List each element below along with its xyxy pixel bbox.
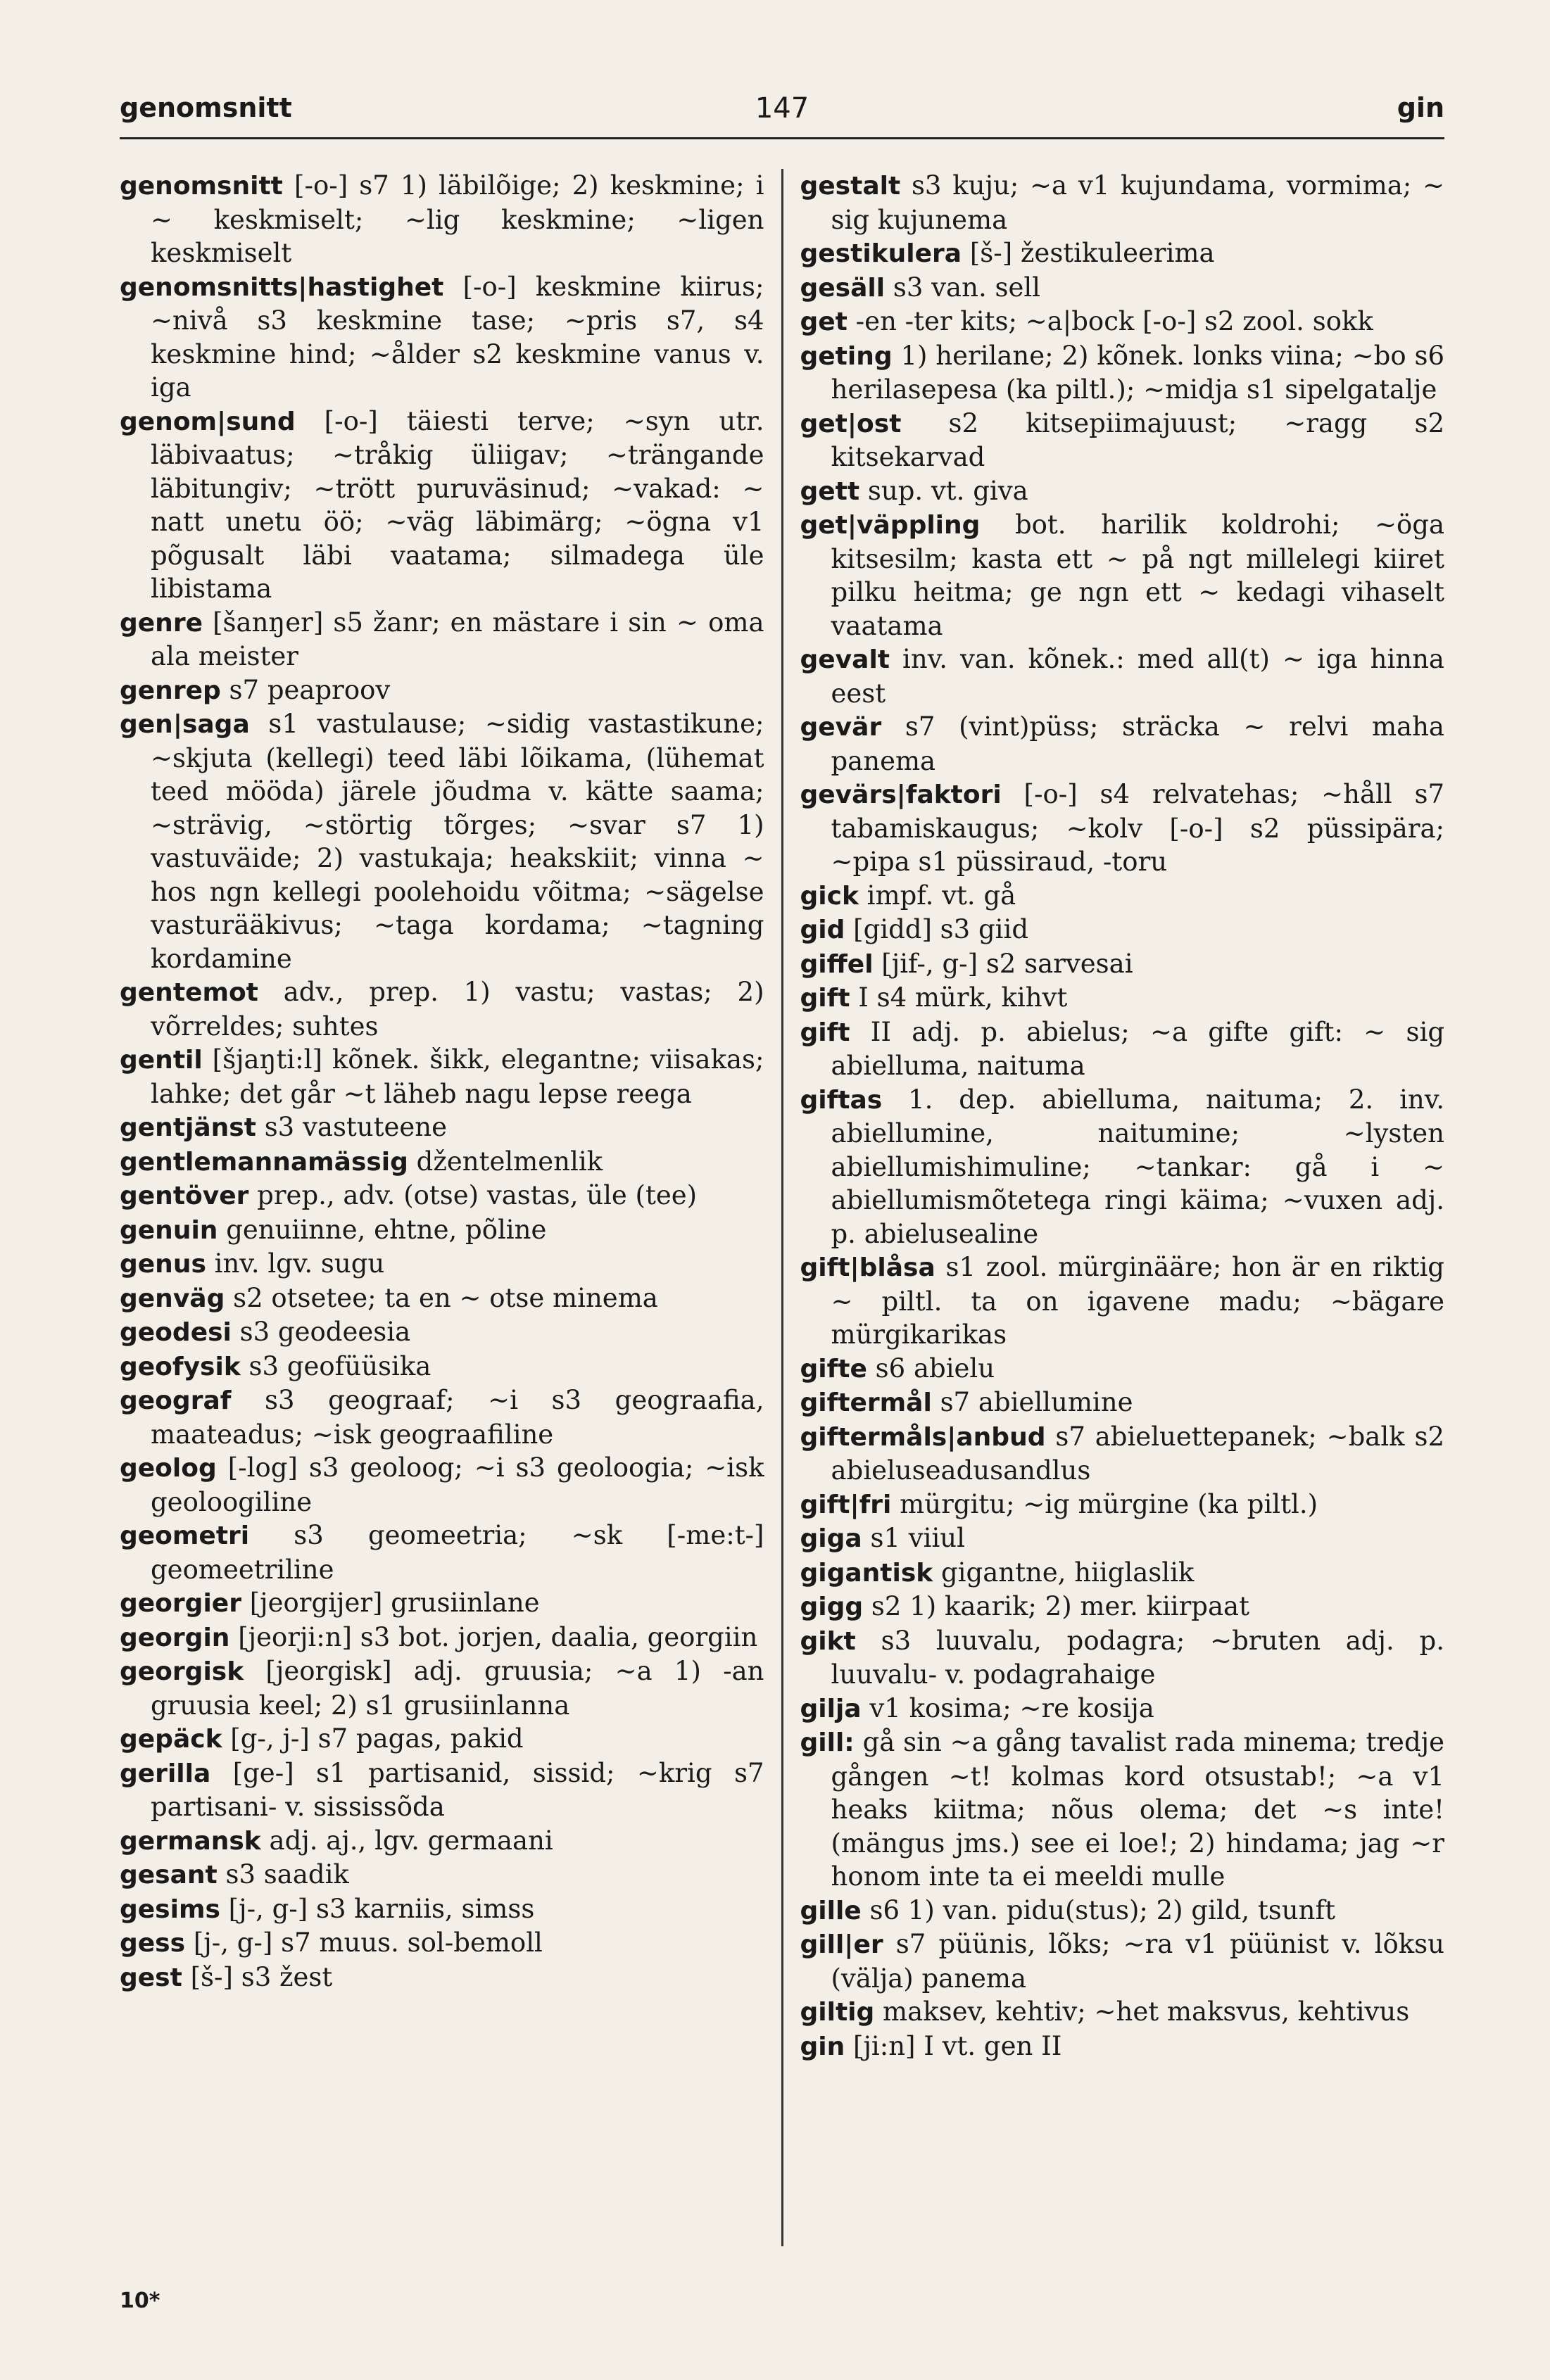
entry-headword: gevärs|faktori (800, 780, 1002, 809)
entry-headword: gepäck (120, 1725, 222, 1754)
dictionary-entry (120, 1756, 764, 1824)
entry-definition: s7 abiellumine (940, 1387, 1133, 1417)
entry-headword: gin (800, 2032, 845, 2061)
entry-headword: giftermåls|anbud (800, 1422, 1046, 1452)
entry-headword: gentjänst (120, 1113, 256, 1142)
entry-definition: [j-, g-] s3 karniis, simss (228, 1893, 535, 1924)
entry-headword: gigg (800, 1593, 864, 1621)
dictionary-entry (120, 1519, 764, 1586)
entry-headword: georgisk (120, 1657, 244, 1686)
entry-definition: s3 vastuteene (264, 1112, 448, 1142)
entry-headword: gesant (120, 1861, 218, 1890)
dictionary-entry (800, 879, 1445, 913)
entry-definition: [-log] s3 geoloog; ~i s3 geoloogia; ~isk geoloogiline (151, 1452, 764, 1517)
dictionary-entry (800, 1488, 1445, 1522)
entry-definition: s2 1) kaarik; 2) mer. kiirpaat (871, 1591, 1249, 1621)
dictionary-entry (120, 1926, 764, 1961)
entry-definition: s3 geodeesia (239, 1317, 411, 1347)
dictionary-entry (120, 1213, 764, 1248)
entry-definition: gå sin ~a gång tavalist rada minema; tredje gången ~t! kolmas kord otsustab!; ~a v1 heaks kiitma; nõus olema; det ~s inte! (mängus jms.) see ei loe!; 2) hindama; jag ~r honom inte ta ei meeldi mulle (831, 1727, 1444, 1892)
dictionary-entry (120, 1858, 764, 1892)
entry-headword: gifte (800, 1354, 867, 1384)
dictionary-entry (120, 1315, 764, 1350)
entry-headword: gid (800, 916, 845, 944)
signature-mark: 10* (120, 2289, 160, 2313)
entry-definition: inv. van. kõnek.: med all(t) ~ iga hinna eest (831, 644, 1444, 709)
entry-definition: bot. harilik koldrohi; ~öga kitsesilm; kasta ett ~ på ngt millelegi kiiret pilku heitma; ge ngn ett ~ kedagi vihaselt vaatama (831, 509, 1444, 641)
entry-definition: impf. vt. gå (867, 880, 1016, 911)
first-headword: genomsnitt (120, 92, 292, 123)
dictionary-entry (800, 643, 1445, 710)
entry-definition: 1. dep. abielluma, naituma; 2. inv. abiellumine, naitumine; ~lysten abiellumishimuline; ~tankar: gå i ~ abiellumismõtetega ringi käima; ~vuxen adj. p. abielusealine (831, 1084, 1444, 1249)
entry-definition: s7 (vint)püss; sträcka ~ relvi maha panema (831, 711, 1444, 776)
entry-headword: giftas (800, 1085, 883, 1115)
entry-headword: gift (800, 1018, 850, 1047)
entry-headword: gentöver (120, 1182, 249, 1210)
entry-headword: gevär (800, 713, 882, 742)
entry-headword: geograf (120, 1386, 232, 1415)
entry-headword: gest (120, 1963, 182, 1992)
entry-headword: genomsnitts|hastighet (120, 272, 444, 302)
entry-definition: [š-] s3 žest (190, 1961, 333, 1992)
dictionary-entry (800, 1894, 1445, 1928)
entry-definition: s3 luuvalu, podagra; ~bruten adj. p. luuvalu- v. podagrahaige (831, 1625, 1444, 1690)
running-head (120, 74, 1444, 139)
dictionary-entry (800, 981, 1445, 1015)
entry-definition: s3 van. sell (893, 272, 1041, 303)
entry-definition: [-o-] keskmine kiirus; ~nivå s3 keskmine tase; ~pris s7, s4 keskmine hind; ~ålder s2 keskmine vanus v. iga (151, 271, 764, 403)
dictionary-entry (120, 405, 764, 606)
dictionary-entry (800, 778, 1445, 879)
entry-definition: [jeorgijer] grusiinlane (249, 1588, 540, 1618)
entry-headword: genre (120, 608, 203, 638)
entry-definition: s3 geofüüsika (248, 1350, 431, 1381)
dictionary-entry (800, 1386, 1445, 1420)
dictionary-entry (120, 1384, 764, 1451)
dictionary-entry (120, 1824, 764, 1859)
entry-headword: georgin (120, 1623, 230, 1652)
entry-definition: sup. vt. giva (867, 475, 1028, 506)
entry-definition: inv. lgv. sugu (214, 1248, 385, 1279)
entry-definition: [š-] žestikuleerima (969, 238, 1215, 268)
entry-definition: s6 abielu (875, 1353, 995, 1384)
entry-headword: gift|fri (800, 1490, 892, 1519)
dictionary-entry (800, 236, 1445, 271)
dictionary-entry (800, 169, 1445, 236)
entry-headword: giltig (800, 1998, 875, 2027)
entry-headword: genuin (120, 1215, 218, 1245)
entry-definition: I s4 mürk, kihvt (858, 982, 1068, 1013)
dictionary-entry (120, 1586, 764, 1621)
dictionary-entry (800, 1590, 1445, 1624)
dictionary-entry (800, 1556, 1445, 1590)
dictionary-entry (120, 975, 764, 1043)
entry-headword: genus (120, 1250, 206, 1279)
entry-columns (120, 169, 1444, 2246)
dictionary-entry (800, 339, 1445, 407)
entry-headword: geodesi (120, 1318, 232, 1347)
entry-definition: [gidd] s3 giid (853, 914, 1029, 944)
entry-headword: gigantisk (800, 1558, 933, 1588)
entry-definition: s3 geograaf; ~i s3 geograafia, maateadus; ~isk geograafiline (151, 1385, 764, 1450)
dictionary-entry (120, 1961, 764, 1995)
entry-headword: giffel (800, 949, 874, 979)
entry-definition: s7 peaproov (229, 674, 391, 705)
entry-headword: georgier (120, 1589, 241, 1618)
entry-definition: s1 viiul (870, 1523, 965, 1553)
entry-headword: geofysik (120, 1352, 241, 1381)
entry-definition: maksev, kehtiv; ~het maksvus, kehtivus (883, 1996, 1410, 2027)
entry-headword: gill: (800, 1728, 855, 1757)
dictionary-entry (800, 2030, 1445, 2064)
dictionary-entry (120, 1247, 764, 1281)
entry-definition: adv., prep. 1) vastu; vastas; 2) võrreldes; suhtes (151, 977, 764, 1042)
dictionary-entry (800, 508, 1445, 643)
dictionary-entry (800, 271, 1445, 305)
entry-headword: gess (120, 1929, 186, 1958)
entry-headword: gick (800, 881, 859, 911)
entry-headword: gikt (800, 1626, 856, 1656)
entry-definition: s3 saadik (225, 1859, 349, 1890)
dictionary-entry (120, 1892, 764, 1927)
entry-definition: gigantne, hiiglaslik (940, 1557, 1195, 1588)
dictionary-entry (800, 710, 1445, 778)
dictionary-entry (120, 1654, 764, 1722)
entry-definition: džentelmenlik (416, 1146, 603, 1177)
dictionary-entry (800, 1420, 1445, 1488)
entry-definition: s2 kitsepiimajuust; ~ragg s2 kitsekarvad (831, 407, 1444, 472)
entry-definition: [g-, j-] s7 pagas, pakid (230, 1723, 524, 1754)
dictionary-entry (800, 913, 1445, 947)
entry-definition: [ge-] s1 partisanid, sissid; ~krig s7 partisani- v. sississõda (151, 1757, 764, 1822)
dictionary-entry (120, 270, 764, 405)
left-column (120, 169, 764, 2246)
entry-headword: gestalt (800, 172, 901, 201)
dictionary-entry (800, 947, 1445, 982)
entry-headword: gilja (800, 1694, 862, 1723)
entry-headword: get (800, 308, 848, 336)
entry-headword: gen|saga (120, 710, 250, 739)
entry-headword: gett (800, 476, 860, 506)
dictionary-entry (120, 707, 764, 975)
dictionary-entry (120, 1451, 764, 1519)
entry-definition: II adj. p. abielus; ~a gifte gift: ~ sig abielluma, naituma (831, 1016, 1444, 1081)
dictionary-entry (120, 1350, 764, 1384)
entry-headword: genom|sund (120, 407, 296, 436)
dictionary-entry (120, 1281, 764, 1316)
entry-headword: gentlemannamässig (120, 1147, 408, 1177)
entry-headword: gesims (120, 1894, 220, 1924)
entry-headword: gill|er (800, 1930, 883, 1959)
dictionary-entry (120, 169, 764, 270)
entry-definition: [jif-, g-] s2 sarvesai (881, 948, 1133, 979)
entry-definition: adj. aj., lgv. germaani (269, 1825, 553, 1856)
dictionary-entry (120, 606, 764, 673)
dictionary-entry (800, 474, 1445, 509)
dictionary-entry (120, 1621, 764, 1655)
entry-definition: s2 otsetee; ta en ~ otse minema (233, 1282, 658, 1313)
entry-headword: gille (800, 1896, 862, 1925)
entry-definition: v1 kosima; ~re kosija (869, 1692, 1154, 1723)
entry-headword: genrep (120, 676, 221, 705)
entry-definition: [šjaŋti:l] kõnek. šikk, elegantne; viisakas; lahke; det går ~t läheb nagu lepse reega (151, 1044, 764, 1109)
dictionary-entry (800, 1692, 1445, 1726)
dictionary-entry (800, 1521, 1445, 1556)
entry-headword: gift|blåsa (800, 1253, 935, 1282)
entry-headword: geting (800, 341, 893, 371)
entry-definition: s7 abieluettepanek; ~balk s2 abieluseadusandlus (831, 1421, 1444, 1486)
entry-definition: [šanŋer] s5 žanr; en mästare i sin ~ oma ala meister (151, 607, 764, 671)
dictionary-entry (120, 1110, 764, 1145)
dictionary-entry (800, 1083, 1445, 1251)
last-headword: gin (1397, 92, 1444, 123)
entry-definition: s1 vastulause; ~sidig vastastikune; ~skjuta (kellegi) teed läbi lõikama, (lühemat teed mööda) järele jõudma v. kätte saama; ~strävig, ~störtig tõrges; ~svar s7 1) vastuväide; 2) vastukaja; heakskiit; vinna ~ hos ngn kellegi poolehoidu võitma; ~sägelse vasturääkivus; ~taga kordama; ~tagning kordamine (151, 709, 764, 974)
dictionary-entry (800, 1251, 1445, 1352)
entry-headword: germansk (120, 1826, 261, 1856)
entry-definition: s3 kuju; ~a v1 kujundama, vormima; ~ sig kujunema (831, 170, 1444, 235)
page-number: 147 (755, 92, 809, 125)
dictionary-entry (120, 1179, 764, 1213)
entry-headword: gestikulera (800, 239, 962, 268)
entry-headword: genväg (120, 1284, 225, 1313)
entry-definition: [j-, g-] s7 muus. sol-bemoll (193, 1928, 543, 1958)
entry-headword: gentemot (120, 978, 258, 1007)
entry-headword: geolog (120, 1454, 217, 1483)
dictionary-entry (800, 1624, 1445, 1692)
dictionary-entry (120, 1145, 764, 1179)
entry-headword: get|ost (800, 409, 902, 438)
dictionary-entry (120, 673, 764, 708)
dictionary-entry (800, 407, 1445, 474)
entry-definition: [-o-] s4 relvatehas; ~håll s7 tabamiskaugus; ~kolv [-o-] s2 püssipära; ~pipa s1 püssiraud, -toru (831, 779, 1444, 877)
dictionary-entry (800, 1726, 1445, 1894)
entry-definition: s1 zool. mürginääre; hon är en riktig ~ piltl. ta on igavene madu; ~bägare mürgikarikas (831, 1252, 1444, 1350)
entry-definition: mürgitu; ~ig mürgine (ka piltl.) (900, 1488, 1318, 1519)
entry-definition: 1) herilane; 2) kõnek. lonks viina; ~bo s6 herilasepesa (ka piltl.); ~midja s1 sipelgatalje (831, 340, 1444, 405)
entry-headword: get|väppling (800, 511, 981, 540)
column-divider (781, 169, 783, 2246)
dictionary-entry (800, 1995, 1445, 2030)
entry-headword: gerilla (120, 1759, 211, 1788)
dictionary-entry (800, 1352, 1445, 1386)
entry-definition: prep., adv. (otse) vastas, üle (tee) (257, 1180, 698, 1210)
entry-headword: gentil (120, 1046, 203, 1075)
entry-headword: giftermål (800, 1388, 932, 1417)
dictionary-entry (800, 1015, 1445, 1083)
entry-definition: [jeorji:n] s3 bot. jorjen, daalia, georgiin (238, 1621, 758, 1652)
entry-definition: s7 püünis, lõks; ~ra v1 püünist v. lõksu (välja) panema (831, 1929, 1444, 1994)
entry-headword: giga (800, 1524, 862, 1553)
dictionary-entry (120, 1722, 764, 1756)
entry-definition: genuiinne, ehtne, põline (226, 1214, 547, 1245)
dictionary-entry (800, 305, 1445, 339)
entry-definition: [-o-] s7 1) läbilõige; 2) keskmine; i ~ keskmiselt; ~lig keskmine; ~ligen keskmiselt (151, 170, 764, 268)
dictionary-entry (800, 1928, 1445, 1995)
entry-definition: [jeorgisk] adj. gruusia; ~a 1) -an gruusia keel; 2) s1 grusiinlanna (151, 1656, 764, 1721)
dictionary-entry (120, 1043, 764, 1110)
right-column (800, 169, 1445, 2246)
entry-headword: genomsnitt (120, 172, 283, 201)
entry-definition: s6 1) van. pidu(stus); 2) gild, tsunft (869, 1894, 1336, 1925)
entry-definition: s3 geomeetria; ~sk [-me:t-] geomeetriline (151, 1520, 764, 1585)
entry-headword: gesäll (800, 273, 886, 303)
entry-headword: geometri (120, 1521, 250, 1550)
entry-headword: gevalt (800, 645, 890, 674)
entry-headword: gift (800, 984, 850, 1013)
entry-definition: [-o-] täiesti terve; ~syn utr. läbivaatus; ~tråkig üliigav; ~trängande läbitungiv; ~trött puruväsinud; ~vakad: ~ natt unetu öö; ~väg läbimärg; ~ögna v1 põgusalt läbi vaatama; silmadega üle libistama (151, 405, 764, 604)
entry-definition: -en -ter kits; ~a|bock [-o-] s2 zool. sokk (855, 306, 1373, 336)
entry-definition: [ji:n] I vt. gen II (853, 2030, 1062, 2061)
